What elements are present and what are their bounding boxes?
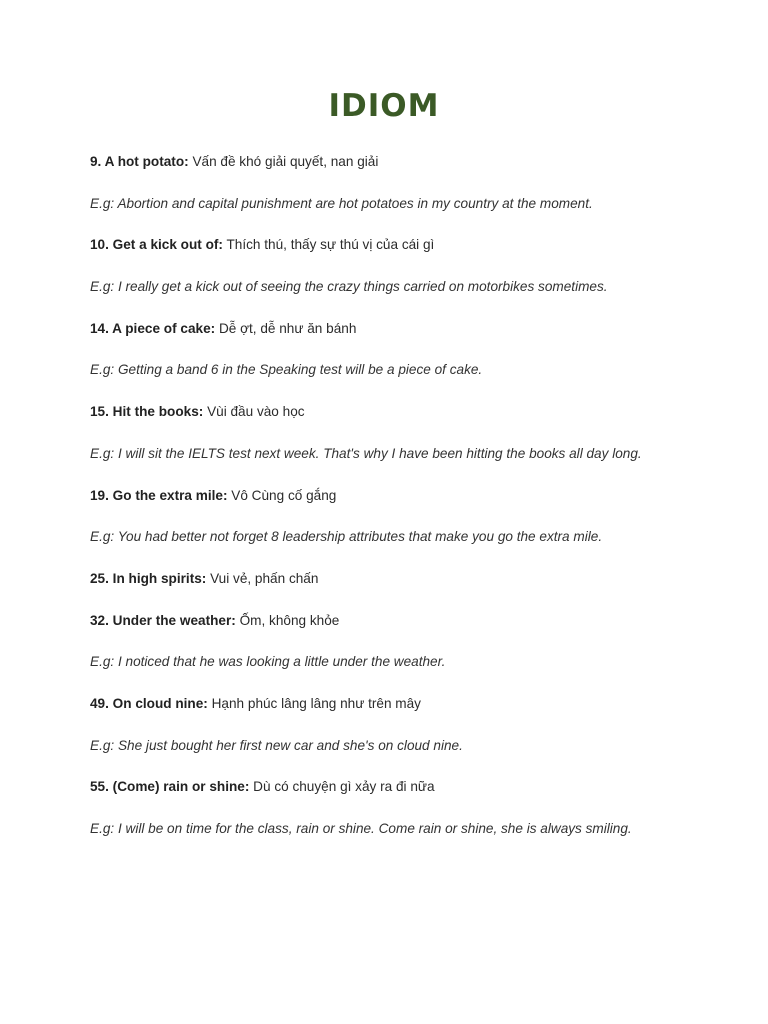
idiom-entry	[90, 235, 730, 277]
idiom-meaning: Vô Cùng cố gắng	[227, 487, 337, 503]
idiom-entry	[90, 569, 730, 611]
idiom-meaning: Vùi đầu vào học	[203, 404, 305, 420]
idiom-entry	[90, 319, 730, 361]
idiom-term: 25. In high spirits:	[90, 570, 207, 586]
idiom-example: E.g: I really get a kick out of seeing the crazy things carried on motorbikes sometimes.	[90, 279, 608, 295]
idiom-entry	[90, 402, 730, 444]
page-title: IDIOM	[328, 88, 440, 124]
idiom-term: 14. A piece of cake:	[90, 320, 216, 336]
idiom-entry	[90, 611, 730, 653]
idiom-example: E.g: I will sit the IELTS test next week. That's why I have been hitting the books all day long.	[90, 445, 642, 461]
idiom-example: E.g: She just bought her first new car and she's on cloud nine.	[90, 737, 463, 753]
idiom-example: E.g: I noticed that he was looking a little under the weather.	[90, 654, 446, 670]
idiom-term: 15. Hit the books:	[90, 404, 204, 420]
idiom-example: E.g: Abortion and capital punishment are hot potatoes in my country at the moment.	[90, 195, 593, 211]
idiom-term: 49. On cloud nine:	[90, 695, 208, 711]
idiom-meaning: Thích thú, thấy sự thú vị của cái gì	[222, 237, 435, 253]
idiom-term: 55. (Come) rain or shine:	[90, 779, 250, 795]
idiom-meaning: Vấn đề khó giải quyết, nan giải	[188, 154, 379, 169]
idiom-example: E.g: You had better not forget 8 leadership attributes that make you go the extra mile.	[90, 529, 603, 545]
idiom-example: E.g: I will be on time for the class, rain or shine. Come rain or shine, she is always smiling.	[90, 821, 632, 836]
idiom-meaning: Dễ ợt, dễ như ăn bánh	[215, 320, 357, 336]
idiom-entry	[90, 777, 730, 819]
idiom-example: E.g: Getting a band 6 in the Speaking test will be a piece of cake.	[90, 362, 483, 378]
idiom-term: 19. Go the extra mile:	[90, 487, 228, 503]
idiom-entry	[90, 152, 730, 194]
idiom-meaning: Dù có chuyện gì xảy ra đi nữa	[249, 779, 435, 795]
idiom-meaning: Hạnh phúc lâng lâng như trên mây	[207, 695, 421, 711]
idiom-entry	[90, 694, 730, 736]
idiom-list	[90, 152, 730, 861]
idiom-term: 10. Get a kick out of:	[90, 237, 223, 253]
idiom-term: 32. Under the weather:	[90, 612, 236, 628]
idiom-meaning: Ốm, không khỏe	[235, 612, 340, 628]
idiom-term: 9. A hot potato:	[90, 154, 189, 169]
idiom-meaning: Vui vẻ, phấn chấn	[206, 570, 319, 586]
idiom-entry	[90, 486, 730, 528]
